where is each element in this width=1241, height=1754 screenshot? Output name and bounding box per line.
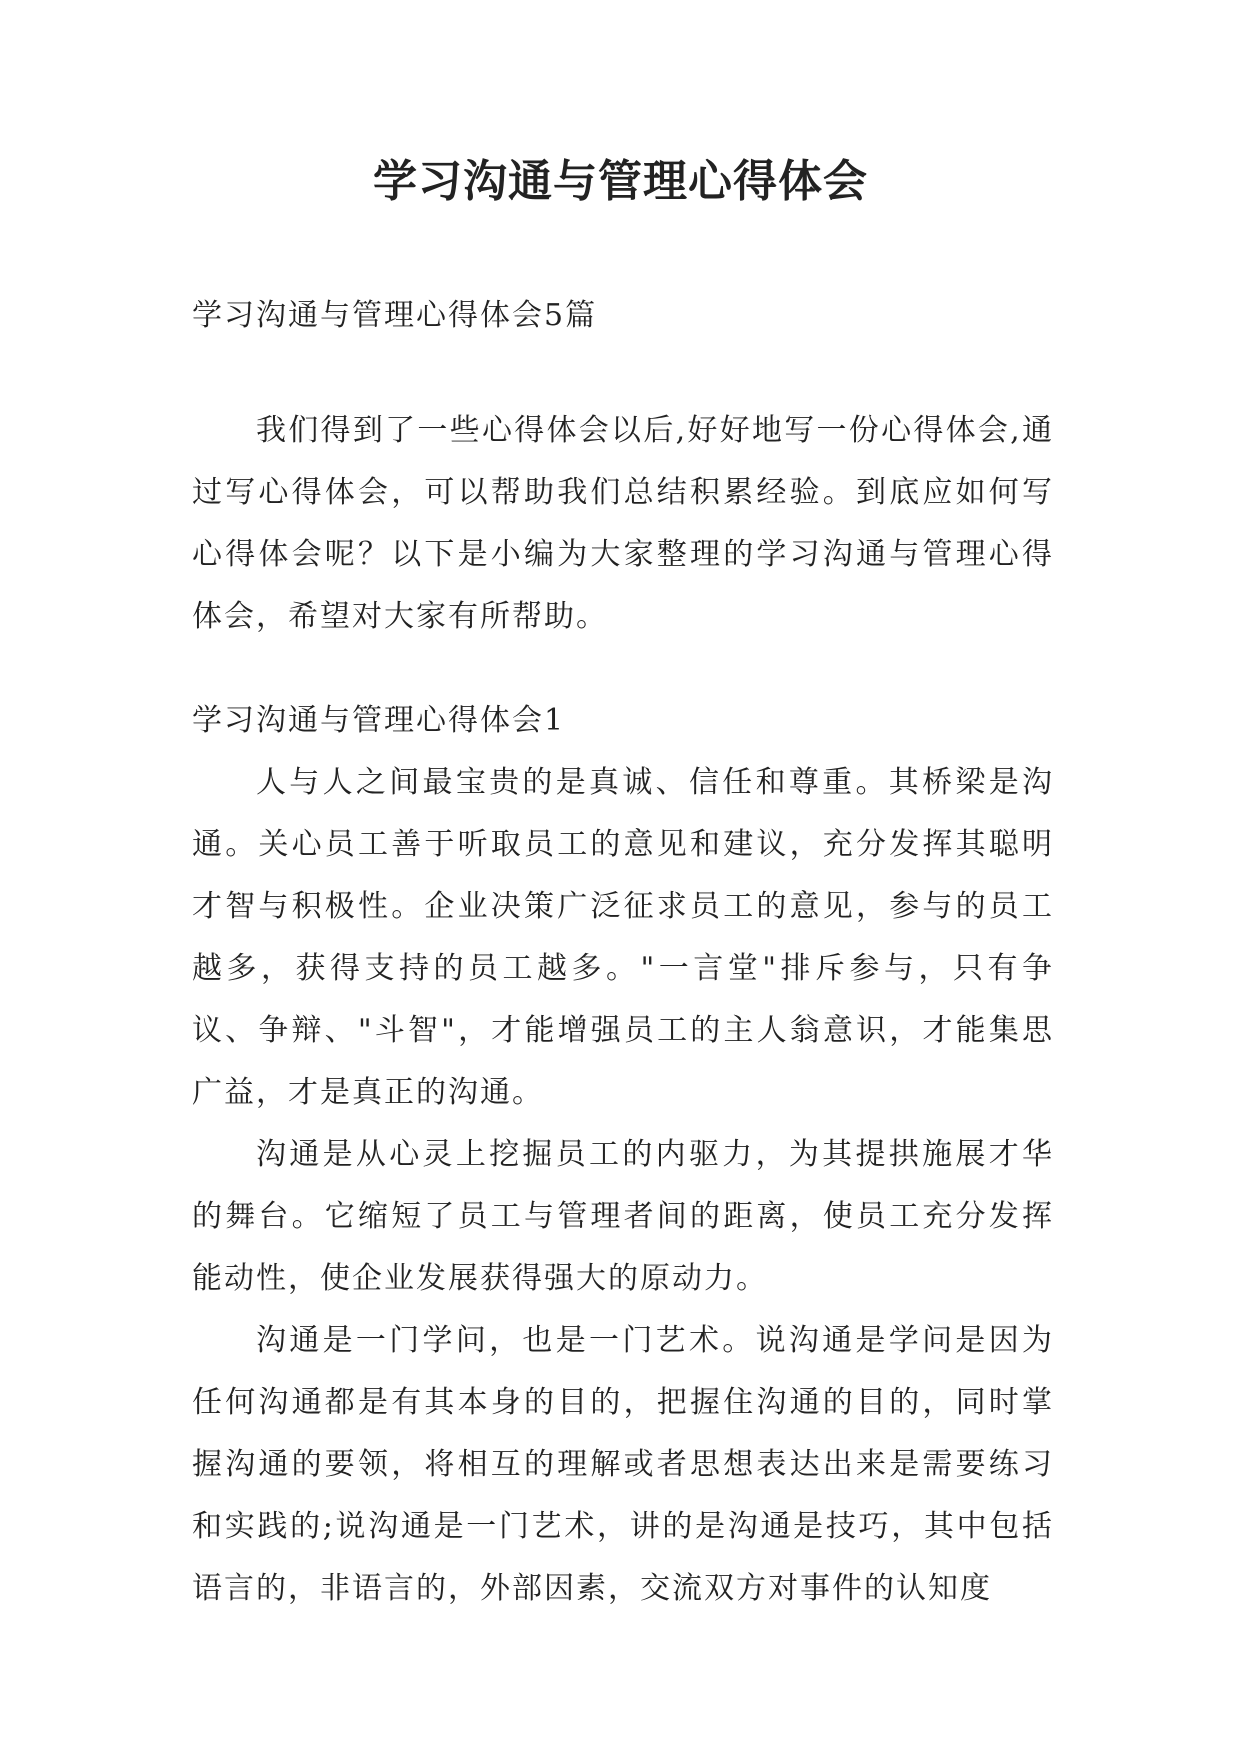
- section-heading: 学习沟通与管理心得体会1: [192, 703, 566, 738]
- body-paragraph: 沟通是从心灵上挖掘员工的内驱力，为其提拱施展才华的舞台。它缩短了员工与管理者间的距离，使员工充分发挥能动性，使企业发展获得强大的原动力。: [192, 1137, 1054, 1296]
- body-paragraph: 人与人之间最宝贵的是真诚、信任和尊重。其桥梁是沟通。关心员工善于听取员工的意见和建议，充分发挥其聪明才智与积极性。企业决策广泛征求员工的意见，参与的员工越多，获得支持的员工越多。"一言堂"排斥参与，只有争议、争辩、"斗智"，才能增强员工的主人翁意识，才能集思广益，才是真正的沟通。: [192, 765, 1054, 1110]
- section-body: [192, 752, 1054, 1620]
- intro-paragraph: 我们得到了一些心得体会以后,好好地写一份心得体会,通过写心得体会，可以帮助我们总结积累经验。到底应如何写心得体会呢？以下是小编为大家整理的学习沟通与管理心得体会，希望对大家有所帮助。: [192, 413, 1054, 634]
- document-subtitle: 学习沟通与管理心得体会5篇: [192, 298, 598, 333]
- body-paragraph: 沟通是一门学问，也是一门艺术。说沟通是学问是因为任何沟通都是有其本身的目的，把握住沟通的目的，同时掌握沟通的要领，将相互的理解或者思想表达出来是需要练习和实践的;说沟通是一门艺术，讲的是沟通是技巧，其中包括语言的，非语言的，外部因素，交流双方对事件的认知度: [192, 1323, 1054, 1606]
- document-title: 学习沟通与管理心得体会: [373, 156, 868, 207]
